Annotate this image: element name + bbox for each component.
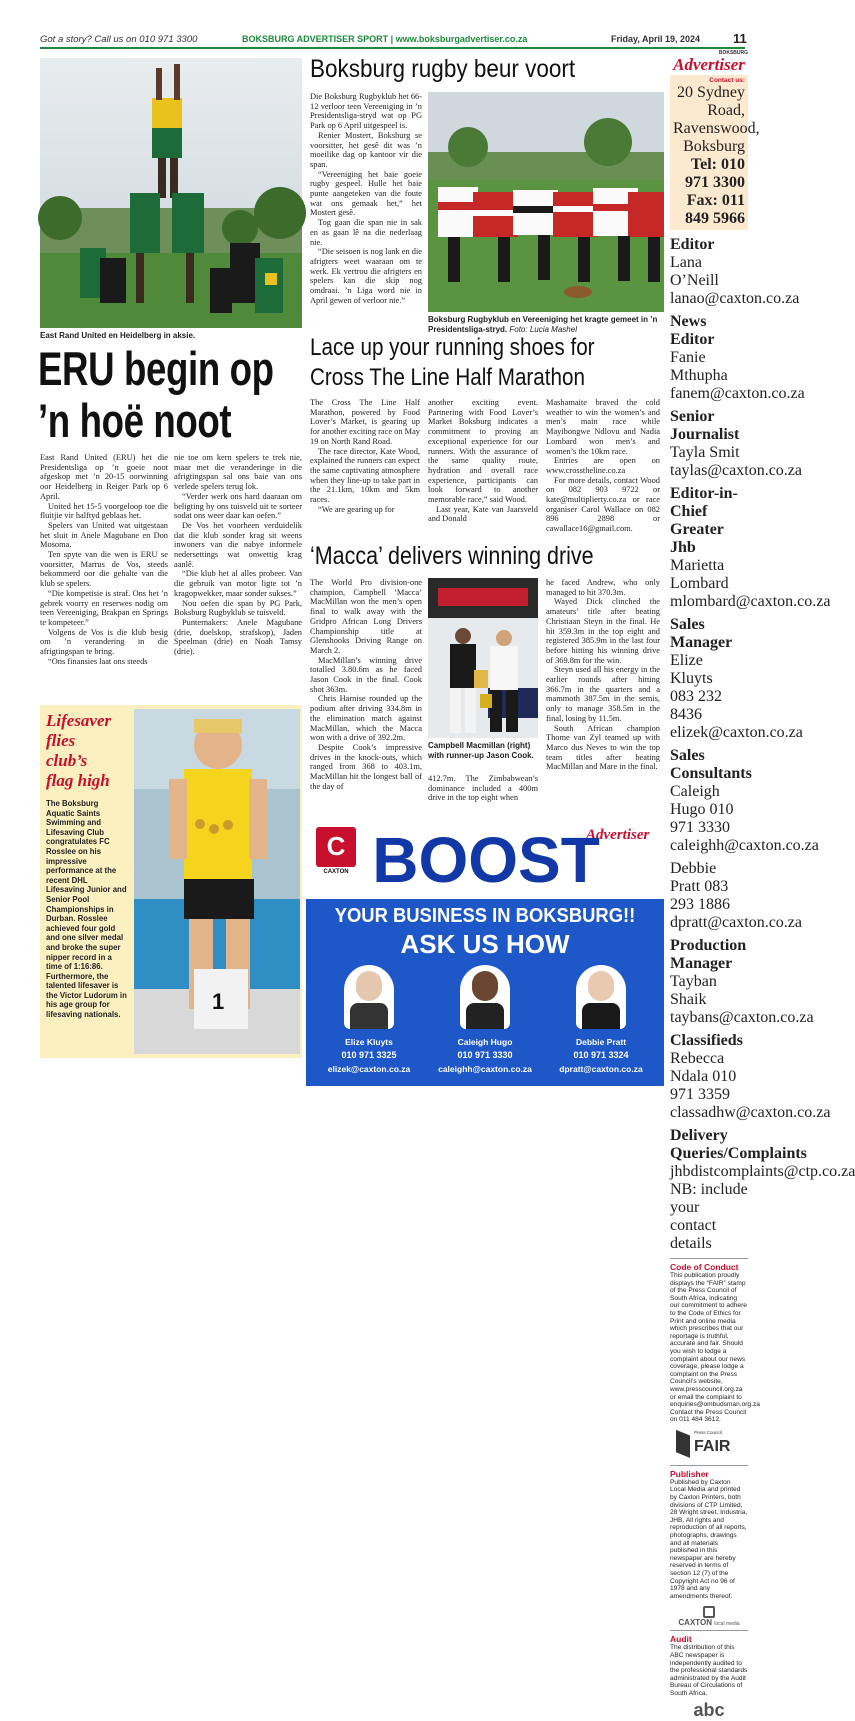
avatar [344,965,394,1029]
macca-paragraph: Chris Harnise rounded up the podium after driving 334.8m in the elimination match against MacMillan, which the Macca won with a drive of 392.2m. [310,694,422,743]
staff-email[interactable]: 083 232 8436 elizek@caxton.co.za [670,688,803,741]
macca-paragraph: he faced Andrew, who only managed to hit 370.3m. [546,578,660,597]
avatar-face [472,971,498,1001]
sidebar [670,50,855,1720]
avatar [576,965,626,1029]
marathon-headline-line2: Cross The Line Half Marathon [310,364,585,391]
address-line1: 20 Sydney Road, [677,84,745,119]
avatar-face [588,971,614,1001]
staff-list [670,230,855,1253]
code-title: Code of Conduct [670,1262,739,1272]
staff-item [670,860,803,932]
telephone: Tel: 010 971 3300 [685,156,745,191]
contact-card [546,965,656,1083]
ad-line2: YOUR BUSINESS IN BOKSBURG!! [334,905,636,927]
contact-box [670,75,760,230]
eru-rugby-photo [40,58,302,328]
eru-paragraph: “Verder werk ons hard daaraan om beligting by ons tuisveld uit te sorteer sodat ons weer daar kan oefen.” [174,491,302,521]
caxton-local-name: CAXTON [678,1618,713,1628]
fair-icon [676,1430,690,1458]
audit-title: Audit [670,1634,692,1645]
staff-email[interactable]: mlombard@caxton.co.za [670,593,831,610]
staff-note: NB: include your contact details [670,1181,748,1252]
contact-card [314,965,424,1083]
fax: Fax: 011 849 5966 [685,192,745,227]
rugby-paragraph: “Vereeniging het baie goeie rugby gespeel. Hulle het baie punte aangeteken van die foute wat ons gemaak het,” het Mostert gesê. [310,169,422,218]
rugby-paragraph: Die Boksburg Rugbyklub het 66-12 verloor teen Vereeniging in ’n Presidentsliga-stryd wat op PG Park op 6 April uitgespeel is. [310,92,422,131]
boksburg-rugby-headline: Boksburg rugby beur voort [310,55,576,83]
caxton-logo [316,827,356,867]
podium-number: 1 [212,989,225,1014]
staff-item [670,408,803,480]
eru-paragraph: Volgens de Vos is die klub besig om ’n verandering in die afrigtingspan te bring. [40,627,168,657]
eru-paragraph: East Rand United (ERU) het die Presidentsliga op ’n goeie noot afgeskop met ’n 20-15 oorwinning oor Heidelberg in Reiger Park op 6 April. [40,453,168,501]
issue-date: Friday, April 19, 2024 [611,34,701,44]
fair-small: Press Council [694,1429,722,1435]
header-rule [40,47,745,49]
staff-email[interactable]: taybans@caxton.co.za [670,1009,814,1026]
caxton-local-label [670,1618,748,1627]
macca-paragraph: The World Pro division-one champion, Campbell ‘Macca’ MacMillan won the men’s open final to walk away with the Gridpro African Long Drivers Championship title at Glenshooks Driving Range on March 2. [310,578,422,655]
ad-contacts [306,965,664,1086]
caxton-local-logo [670,1606,748,1627]
caxton-local-icon [703,1606,715,1618]
macca-paragraph: Steyn used all his energy in the earlier rounds after hitting 366.7m in the quarters and a mammoth 387.5m in the semis, only to manage 358.5m in the final, losing by 11.5m. [546,665,660,723]
staff-item [670,937,814,1027]
staff-role: News Editor [670,313,715,348]
staff-email[interactable]: taylas@caxton.co.za [670,462,803,479]
staff-name: Marietta Lombard [670,557,729,592]
staff-name: Lana O’Neill [670,254,719,289]
eru-paragraph: De Vos het voorheen verduidelik dat die klub sonder krag sit weens inwoners van die nabye informele nedersettings wat onwettig krag aanlê. [174,520,302,569]
divider [670,1630,748,1631]
staff-name: Debbie Pratt 083 293 1886 [670,860,730,913]
macca-paragraph: Wayed Dick clinched the amateurs’ title after beating Christiaan Steyn in the final. He hit 359.3m in the top eight and registered 385.9m in the last four before hitting his winning drive of 369.8m for the win. [546,597,660,665]
staff-email[interactable]: fanem@caxton.co.za [670,385,805,402]
avatar-body [350,1003,388,1029]
eru-headline-line1: ERU begin op [38,342,274,395]
scrum-caption-text: Boksburg Rugbyklub en Vereeniging het kragte gemeet in ’n Presidentsliga-stryd. [428,315,658,334]
contact-name: Debbie Pratt [575,1037,627,1047]
staff-item [670,236,800,308]
staff-name: Rebecca Ndala 010 971 3359 [670,1050,737,1103]
lifesaver-headline [46,711,111,791]
staff-name[interactable]: jhbdistcomplaints@ctp.co.za [670,1163,855,1180]
staff-email[interactable]: classadhw@caxton.co.za [670,1104,831,1121]
staff-name: Fanie Mthupha [670,349,728,384]
staff-item [670,1127,855,1253]
avatar-body [582,1003,620,1029]
lifesaver-body: The Boksburg Aquatic Saints Swimming and Lifesaving Club congratulates FC Rosslee on his impressive performance at the recent DHL Lifesaving Junior and Senior Pool Championships in Durban. Rosslee achieved four gold and one silver medal and broke the super nipper record in a time of 1:16:86. Furthermore, the talented lifesaver is the Victor Ludorum in his age group for lifesaving nationals. [46,799,127,1020]
eru-paragraph: Nou oefen die span by PG Park, Boksburg Rugbyklub se tuisveld. [174,598,302,618]
staff-name: Caleigh Hugo 010 971 3330 [670,783,734,836]
contact-title: Contact us: [709,77,745,84]
eru-paragraph: Ten spyte van die wen is ERU se voorsitter, Marrus de Vos, steeds bekommerd oor die gehalte van die klub se spelers. [40,550,168,589]
caxton-local-sub: local media [714,1621,740,1628]
contact-email[interactable]: elizek@caxton.co.za [327,1064,411,1074]
address-line2: Ravenswood, Boksburg [673,120,760,155]
macca-paragraph: MacMillan’s winning drive totalled 3.80.6m as he faced Jason Cook in the final. Cook shot 363m. [310,655,422,694]
contact-name: Caleigh Hugo [457,1037,513,1047]
eru-column-2 [174,453,302,657]
staff-role: Production Manager [670,937,747,972]
marathon-paragraph: another exciting event. Partnering with Food Lover’s Market Boksburg indicates a commitment to proving an exceptional experience for our runners. With the assurance of the same quality route, hydration and overall race experience, participants can look forward to another memorable race,” said Wood. [428,398,538,505]
code-body: This publication proudly displays the “FAIR” stamp of the Press Council of South Africa, indicating our commitment to adhere to the Code of Ethics for Print and online media which prescribes that our reportage is truthful, accurate and fair. Should you wish to lodge a complaint about our news coverage, please lodge a complaint on the Press Council’s website, www.presscouncil.org.za or email the complaint to enquiries@ombudsman.org.za Contact the Press Council on 011 484 3612. [670,1272,760,1424]
audit-body: The distribution of this ABC newspaper is independently audited to the professional standards administrated by the Audit Bureau of Circulations of South Africa. [670,1644,748,1697]
contact-card [430,965,540,1083]
marathon-headline [310,333,595,393]
avatar-body [466,1003,504,1029]
staff-item [670,485,831,611]
staff-role: Editor-in-Chief Greater Jhb [670,485,738,556]
lifesaver-headline-line3: club’s [46,751,88,770]
eru-paragraph: Punternakers: Anele Magubane (drie, doelskop, strafskop), Jaden Speelman (drie) en Noah Tamsy (drie). [174,617,302,657]
marathon-column-3 [546,398,660,534]
rugby-paragraph: Renier Mostert, Boksburg se voorsitter, het gesê dit was ’n moeilike dag op kantoor vir die span. [310,130,422,169]
marathon-column-2 [428,398,538,524]
ad-line3: ASK US HOW [400,929,570,959]
avatar [460,965,510,1029]
contact-phone: 010 971 3325 [341,1050,397,1060]
staff-role: Delivery Queries/Complaints [670,1127,807,1162]
staff-item [670,313,805,403]
lifesaver-photo [134,709,300,1054]
lifesaver-box [40,705,302,1058]
eru-headline-line2: ’n hoë noot [38,394,232,447]
scrum-photo [428,92,664,312]
boost-ad [306,817,664,1086]
scrum-photo-credit: Foto: Lucia Mashel [509,324,577,334]
story-tip: Got a story? Call us on 010 971 3300 [40,34,198,45]
contact-phone: 010 971 3330 [457,1050,513,1060]
divider [670,1465,748,1466]
page-number: 11 [733,31,747,46]
avatar-face [356,971,382,1001]
staff-item [670,747,819,855]
rugby-paragraph: Tog gaan die span nie in sak en as gaan lê na die nederlaag nie. [310,218,422,247]
eru-photo-caption: East Rand United en Heidelberg in aksie. [40,331,196,340]
macca-paragraph: South African champion Thome van Zyl teamed up with Marco dus Neves to win the top team titles after beating MacMillan and Mare in the final. [546,723,660,772]
advertiser-logo: Advertiser [586,827,650,843]
staff-email[interactable]: lanao@caxton.co.za [670,290,800,307]
macca-headline: ‘Macca’ delivers winning drive [310,542,594,570]
staff-name: Tayban Shaik [670,973,717,1008]
contact-phone: 010 971 3324 [573,1050,629,1060]
eru-paragraph: Spelers van United wat uitgestaan het sluit in Anele Magubane en Don Mosoma. [40,520,168,550]
divider [670,1258,748,1259]
staff-role: Sales Manager [670,616,733,651]
eru-column-1 [40,453,168,666]
masthead-small: BOKSBURG [718,50,748,56]
boost-text: BOOST [372,824,600,896]
staff-role: Editor [670,236,715,253]
eru-paragraph: “Ons finansies laat ons steeds [48,656,148,666]
caxton-label: CAXTON [323,869,349,875]
staff-email[interactable]: dpratt@caxton.co.za [670,914,803,931]
marathon-column-1 [310,398,420,514]
rugby-paragraph: “Die seisoen is nog lank en die afrigters weet waaraan om te werk. Ek vertrou die afrigters en spelers kan die skip nog omdraai. ’n Liga word nie in April gewen of verloor nie.” [310,247,422,305]
staff-role: Senior Journalist [670,408,740,443]
marathon-paragraph: The race director, Kate Wood, explained the runners can expect the same captivating atmosphere when they line-up to take part in the 21.1km, 10km and 5km races. [310,446,420,505]
marathon-paragraph: “We are gearing up for [318,504,395,514]
macca-column-1 [310,578,422,791]
section-title: BOKSBURG ADVERTISER SPORT | www.boksburgadvertiser.co.za [242,34,528,44]
eru-paragraph: “Die klub het al alles probeer. Van die gebruik van motor ligte tot ’n kragopwekker, maar sonder sukses.” [174,569,302,598]
staff-email[interactable]: caleighh@caxton.co.za [670,837,819,854]
caxton-c-icon: C [326,831,346,861]
fair-label: FAIR [694,1437,731,1455]
golf-photo-caption: Campbell Macmillan (right) with runner-up Jason Cook. [428,741,534,760]
contact-name: Elize Kluyts [345,1037,393,1047]
staff-role: Classifieds [670,1032,743,1049]
golf-photo [428,578,538,738]
staff-role: Sales Consultants [670,747,752,782]
macca-column-3 [546,578,660,772]
marathon-paragraph: For more details, contact Wood on 082 903 9722 or kate@multiplierty.co.za or race organiser Carol Wallace on 082 896 2898 or cawallace16@gmail.com. [546,475,660,534]
contact-email[interactable]: caleighh@caxton.co.za [438,1064,532,1074]
eru-paragraph: “Die kompetisie is straf. Ons het ’n gebrek voorry en reserwes nodig om teen Vereeniging, Brakpan en Springs te kompeteer.” [40,588,168,627]
staff-item [670,616,803,742]
fair-badge [670,1428,748,1462]
scrum-photo-caption [428,315,666,334]
staff-name: Tayla Smit [670,444,740,461]
marathon-paragraph: The Cross The Line Half Marathon, powered by Food Lover’s Market, is gearing up for another exciting race on May 19 on North Rand Road. [310,398,420,446]
marathon-paragraph: Mashamaite braved the cold weather to win the women’s and men’s main race while Mayibongwe Ndlovu and Nadia Lombard won men’s and women’s the 10km race. [546,398,660,456]
staff-item [670,1032,831,1122]
publisher-title: Publisher [670,1468,709,1479]
marathon-paragraph: Entries are open on www.crosstheline.co.za [546,456,660,475]
abc-logo: abc [693,1699,725,1720]
macca-paragraph: 412.7m. The Zimbabwean’s dominance included a 400m drive in the top eight when [428,774,538,803]
eru-paragraph: nie toe om kern spelers te trek nie, maar met die veranderinge in die afrigtingspan sal ons baie van ons verlede spelers terug lok. [174,453,302,492]
lifesaver-headline-line1: Lifesaver [46,711,112,730]
marathon-headline-line1: Lace up your running shoes for [310,334,595,361]
boksburg-rugby-body [310,92,422,305]
macca-column-2 [428,774,538,803]
lifesaver-headline-line2: flies [46,731,76,750]
contact-email[interactable]: dpratt@caxton.co.za [559,1064,643,1074]
marathon-paragraph: Last year, Kate van Jaarsveld and Donald [428,504,538,524]
publisher-body: Published by Caxton Local Media and printed by Caxton Printers, both divisions of CTP Limited, 28 Wright street, Industria, JHB. All rights and reproduction of all reports, photographs, drawings and all materials published in this newspaper are hereby reserved in terms of section 12 (7) of the Copyright Act no 96 of 1978 and any amendments thereof. [670,1478,748,1600]
staff-name: Elize Kluyts [670,652,713,687]
eru-paragraph: United het 15-5 voorgeloop toe die fluitjie vir halftyd geblaas het. [40,501,168,521]
macca-paragraph: Despite Cook’s impressive drives in the knock-outs, which ranged from 368 to 403.1m, MacMillan hit the longest ball of the day of [310,742,422,791]
masthead: Advertiser [673,55,745,74]
eru-headline [38,342,274,447]
lifesaver-headline-line4: flag high [46,771,110,790]
